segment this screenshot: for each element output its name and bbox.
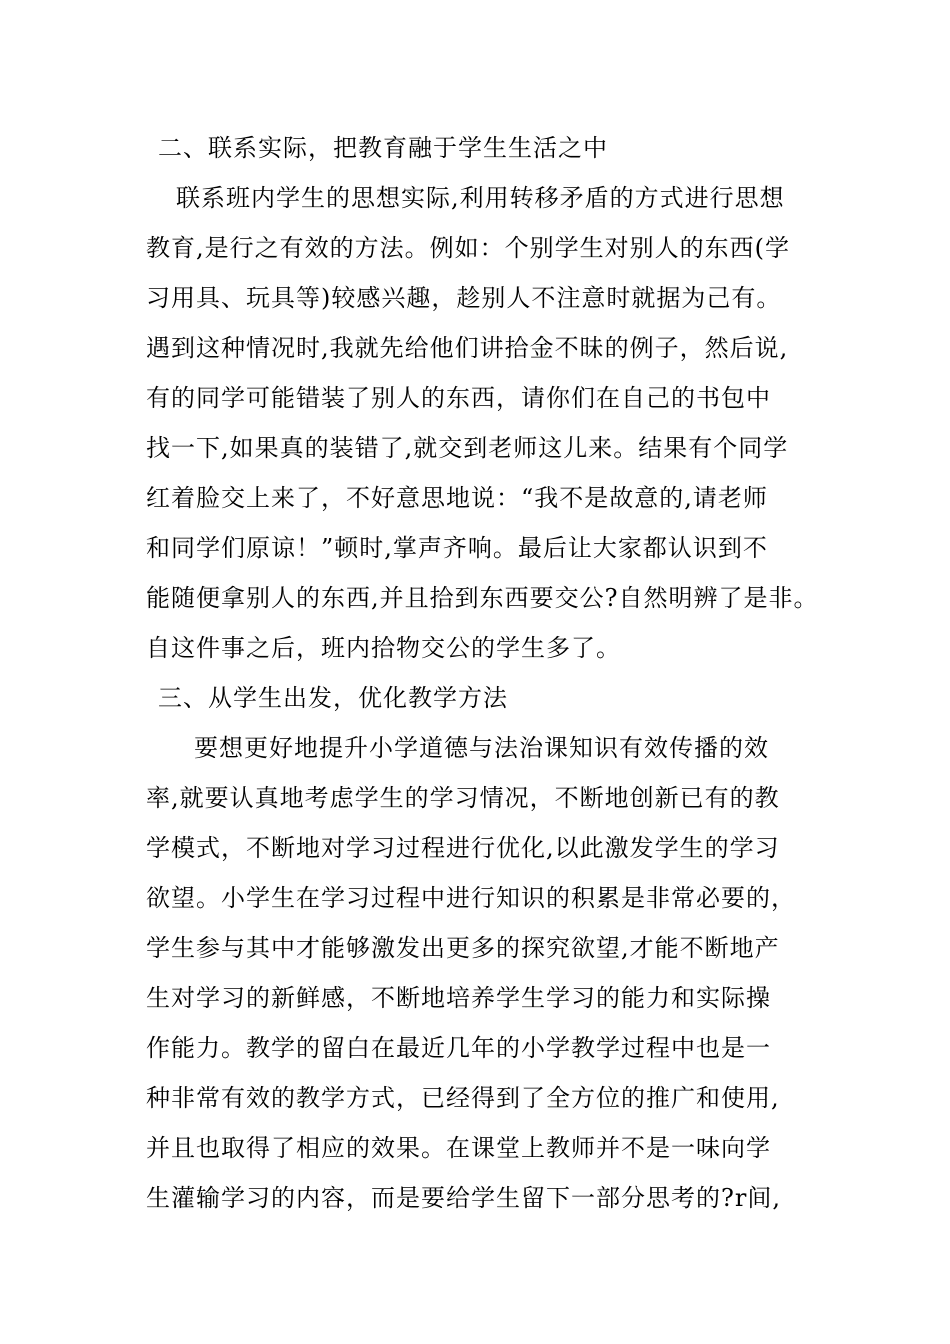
- paragraph-line: 有的同学可能错装了别人的东西，请你们在自己的书包中: [146, 384, 771, 412]
- paragraph-line: 找一下,如果真的装错了,就交到老师这儿来。结果有个同学: [146, 434, 789, 462]
- paragraph-line: 能随便拿别人的东西,并且拾到东西要交公?自然明辨了是非。: [146, 584, 819, 612]
- paragraph-line: 并且也取得了相应的效果。在课堂上教师并不是一味向学: [146, 1134, 771, 1162]
- paragraph-line: 生对学习的新鲜感，不断地培养学生学习的能力和实际操: [146, 984, 771, 1012]
- paragraph-line: 生灌输学习的内容，而是要给学生留下一部分思考的?r间,: [146, 1184, 781, 1212]
- paragraph-line: 学生参与其中才能够激发出更多的探究欲望,才能不断地产: [146, 934, 780, 962]
- paragraph-line: 联系班内学生的思想实际,利用转移矛盾的方式进行思想: [176, 184, 785, 212]
- paragraph-line: 习用具、玩具等)较感兴趣，趁别人不注意时就据为己有。: [146, 284, 782, 312]
- paragraph-line: 教育,是行之有效的方法。例如：个别学生对别人的东西(学: [146, 234, 790, 262]
- paragraph-line: 遇到这种情况时,我就先给他们讲拾金不昧的例子，然后说,: [146, 334, 789, 362]
- paragraph-line: 作能力。教学的留白在最近几年的小学教学过程中也是一: [146, 1034, 771, 1062]
- paragraph-line: 学模式，不断地对学习过程进行优化,以此激发学生的学习: [146, 834, 780, 862]
- paragraph-line: 和同学们原谅！”顿时,掌声齐响。最后让大家都认识到不: [146, 534, 768, 562]
- paragraph-line: 自这件事之后，班内拾物交公的学生多了。: [146, 634, 621, 662]
- paragraph-line: 欲望。小学生在学习过程中进行知识的积累是非常必要的，: [146, 884, 796, 912]
- paragraph-line: 率,就要认真地考虑学生的学习情况，不断地创新已有的教: [146, 784, 780, 812]
- section-heading: 二、联系实际，把教育融于学生生活之中: [158, 134, 608, 162]
- paragraph-line: 种非常有效的教学方式，已经得到了全方位的推广和使用,: [146, 1084, 780, 1112]
- paragraph-line: 红着脸交上来了，不好意思地说：“我不是故意的,请老师: [146, 484, 768, 512]
- paragraph-line: 要想更好地提升小学道德与法治课知识有效传播的效: [194, 734, 769, 762]
- section-heading: 三、从学生出发，优化教学方法: [158, 684, 508, 712]
